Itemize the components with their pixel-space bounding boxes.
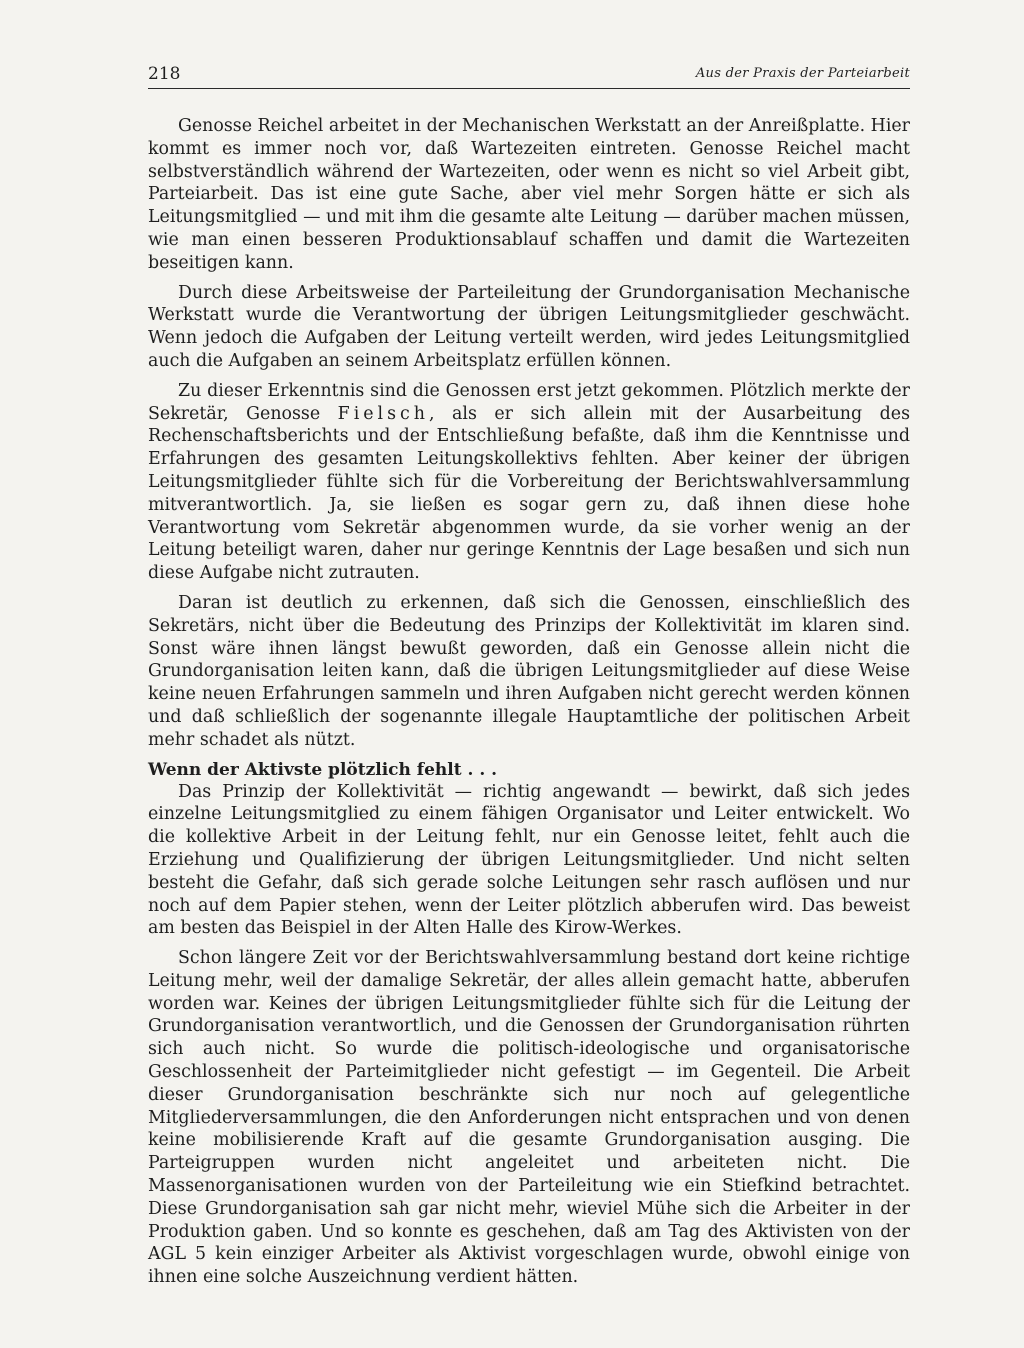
paragraph-3-before: Zu dieser Erkenntnis sind die Genossen erst jetzt gekommen. Plötzlich merkte der Sekretär, Genosse (148, 380, 910, 424)
running-head: Aus der Praxis der Parteiarbeit (695, 66, 910, 81)
paragraph-3-after: , als er sich allein mit der Ausarbeitung des Rechenschaftsberichts und der Entschließung befaßte, daß ihm die Kenntnisse und Erfahrungen des gesamten Leitungskollektivs fehlten. Aber keiner der übrigen Leitungsmitglieder fühlte sich für die Vorbereitung der Berichtswahlversammlung mitverantwortlich. Ja, sie ließen es sogar gern zu, daß ihnen diese hohe Verantwortung vom Sekretär abgenommen wurde, da sie vorher wenig an der Leitung beteiligt waren, daher nur geringe Kenntnis der Lage besaßen und sich nun diese Aufgabe nicht zutrauten. (148, 403, 910, 584)
book-page (148, 62, 910, 1296)
page-body (148, 115, 910, 1289)
paragraph-1: Genosse Reichel arbeitet in der Mechanischen Werkstatt an der Anreißplatte. Hier kommt es immer noch vor, daß Wartezeiten eintreten. Genosse Reichel macht selbstverständlich während der Wartezeiten, oder wenn es nicht so viel Arbeit gibt, Parteiarbeit. Das ist eine gute Sache, aber viel mehr Sorgen hätte er sich als Leitungsmitglied — und mit ihm die gesamte alte Leitung — darüber machen müssen, wie man einen besseren Produktionsablauf schaffen und damit die Wartezeiten beseitigen kann. (148, 116, 910, 273)
paragraph-5: Das Prinzip der Kollektivität — richtig angewandt — bewirkt, daß sich jedes einzelne Leitungsmitglied zu einem fähigen Organisator und Leiter entwickelt. Wo die kollektive Arbeit in der Leitung fehlt, nur ein Genosse leitet, fehlt auch die Erziehung und Qualifizierung der übrigen Leitungsmitglieder. Und nicht selten besteht die Gefahr, daß sich gerade solche Leitungen sehr rasch auflösen und nur noch auf dem Papier stehen, wenn der Leiter plötzlich abberufen wird. Das beweist am besten das Beispiel in der Alten Halle des Kirow-Werkes. (148, 781, 910, 939)
paragraph-6: Schon längere Zeit vor der Berichtswahlversammlung bestand dort keine richtige Leitung mehr, weil der damalige Sekretär, der alles allein gemacht hatte, abberufen worden war. Keines der übrigen Leitungsmitglieder fühlte sich für die Leitung der Grundorganisation verantwortlich, und die Genossen der Grundorganisation rührten sich auch nicht. So wurde die politisch-ideologische und organisatorische Geschlossenheit der Parteimitglieder nicht gefestigt — im Gegenteil. Die Arbeit dieser Grundorganisation beschränkte sich nur noch auf gelegentliche Mitgliederversammlungen, die den Anforderungen nicht entsprachen und von denen keine mobilisierende Kraft auf die gesamte Grundorganisation ausging. Die Parteigruppen wurden nicht angeleitet und arbeiteten nicht. Die Massenorganisationen wurden von der Parteileitung wie ein Stiefkind betrachtet. Diese Grundorganisation sah gar nicht mehr, wieviel Mühe sich die Arbeiter in der Produktion gaben. Und so konnte es geschehen, daß am Tag des Aktivisten von der AGL 5 kein einziger Arbeiter als Aktivist vorgeschlagen wurde, obwohl einige von ihnen eine solche Auszeichnung verdient hätten. (148, 948, 910, 1288)
person-name-fielsch: Fielsch (337, 403, 429, 424)
page-number: 218 (148, 64, 181, 84)
section-heading: Wenn der Aktivste plötzlich fehlt . . . (148, 759, 498, 780)
page-header (148, 62, 910, 89)
paragraph-2: Durch diese Arbeitsweise der Parteileitung der Grundorganisation Mechanische Werkstatt wurde die Verantwortung der übrigen Leitungsmitglieder geschwächt. Wenn jedoch die Aufgaben der Leitung verteilt werden, wird jedes Leitungsmitglied auch die Aufgaben an seinem Arbeitsplatz erfüllen können. (148, 282, 910, 371)
paragraph-3 (148, 380, 910, 585)
paragraph-4: Daran ist deutlich zu erkennen, daß sich die Genossen, einschließlich des Sekretärs, nicht über die Bedeutung des Prinzips der Kollektivität im klaren sind. Sonst wäre ihnen längst bewußt geworden, daß ein Genosse allein nicht die Grundorganisation leiten kann, daß die übrigen Leitungsmitglieder auf diese Weise keine neuen Erfahrungen sammeln und ihren Aufgaben nicht gerecht werden können und daß schließlich der sogenannte illegale Hauptamtliche der politischen Arbeit mehr schadet als nützt. (148, 592, 910, 750)
